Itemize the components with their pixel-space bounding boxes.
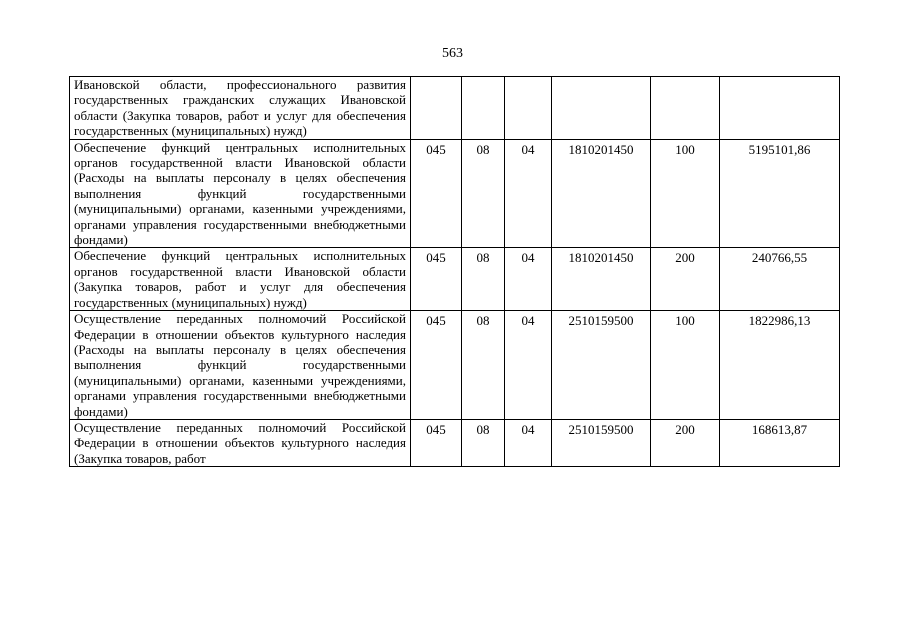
row-section-code: 08 (462, 139, 505, 248)
row-subsection-code: 04 (505, 139, 552, 248)
row-target-code: 2510159500 (552, 311, 651, 420)
row-expense-type-code: 200 (651, 419, 720, 466)
row-section-code: 08 (462, 419, 505, 466)
row-description: Обеспечение функций центральных исполнительных органов государственной власти Ивановской области (Закупка товаров, работ и услуг для обеспечения государственных (муниципальных) нужд) (70, 248, 411, 311)
row-expense-type-code: 100 (651, 139, 720, 248)
row-description: Ивановской области, профессионального развития государственных гражданских служащих Ивановской области (Закупка товаров, работ и услуг для обеспечения государственных (муниципальных) нужд) (70, 77, 411, 140)
table-row (70, 311, 840, 420)
row-target-code (552, 77, 651, 140)
row-grbs-code: 045 (411, 248, 462, 311)
table-row (70, 139, 840, 248)
row-subsection-code: 04 (505, 419, 552, 466)
row-description: Осуществление переданных полномочий Российской Федерации в отношении объектов культурного наследия (Закупка товаров, работ (70, 419, 411, 466)
row-subsection-code (505, 77, 552, 140)
budget-table (69, 76, 840, 467)
row-grbs-code: 045 (411, 311, 462, 420)
row-expense-type-code: 100 (651, 311, 720, 420)
row-subsection-code: 04 (505, 248, 552, 311)
row-target-code: 2510159500 (552, 419, 651, 466)
row-section-code (462, 77, 505, 140)
row-amount: 5195101,86 (720, 139, 840, 248)
row-target-code: 1810201450 (552, 248, 651, 311)
page-number: 563 (442, 46, 463, 61)
table-row (70, 419, 840, 466)
row-grbs-code: 045 (411, 139, 462, 248)
row-grbs-code: 045 (411, 419, 462, 466)
row-amount: 240766,55 (720, 248, 840, 311)
row-amount (720, 77, 840, 140)
row-section-code: 08 (462, 311, 505, 420)
row-description: Обеспечение функций центральных исполнительных органов государственной власти Ивановской области (Расходы на выплаты персоналу в целях обеспечения выполнения функций государственными (муниципальными) органами, казенными учреждениями, органами управления государственными внебюджетными фондами) (70, 139, 411, 248)
row-grbs-code (411, 77, 462, 140)
table-row (70, 77, 840, 140)
row-subsection-code: 04 (505, 311, 552, 420)
row-section-code: 08 (462, 248, 505, 311)
row-amount: 1822986,13 (720, 311, 840, 420)
row-description: Осуществление переданных полномочий Российской Федерации в отношении объектов культурного наследия (Расходы на выплаты персоналу в целях обеспечения выполнения функций государственными (муниципальными) органами, казенными учреждениями, органами управления государственными внебюджетными фондами) (70, 311, 411, 420)
row-amount: 168613,87 (720, 419, 840, 466)
row-target-code: 1810201450 (552, 139, 651, 248)
row-expense-type-code: 200 (651, 248, 720, 311)
table-row (70, 248, 840, 311)
row-expense-type-code (651, 77, 720, 140)
